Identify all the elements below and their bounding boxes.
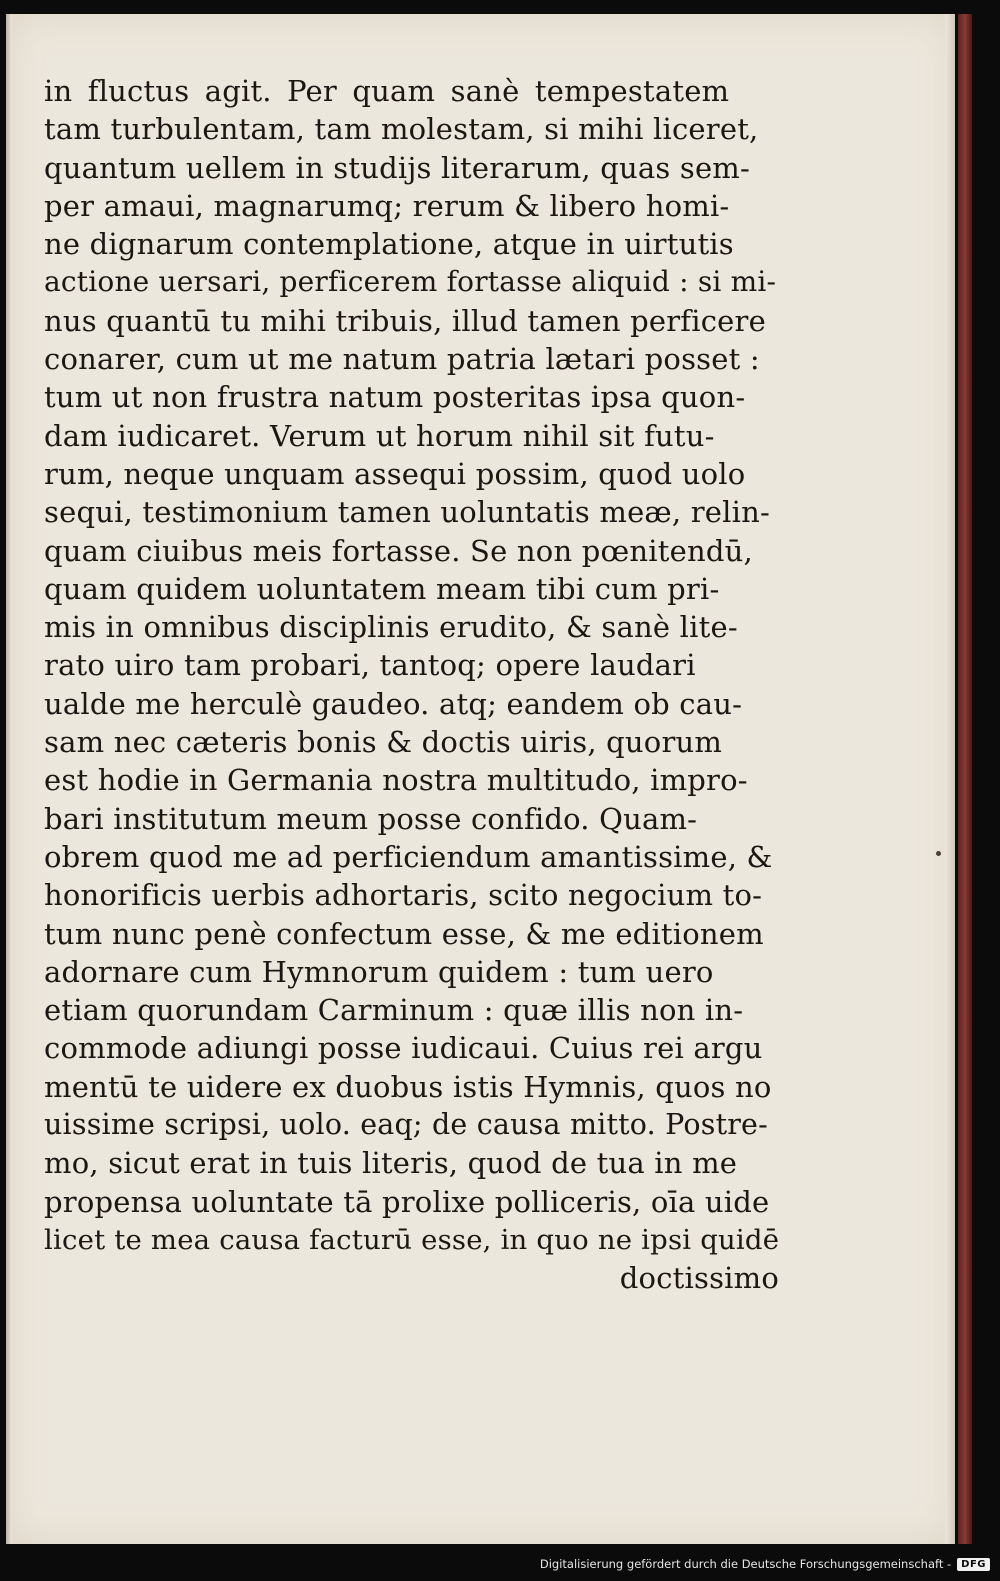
text-line: uissime scripsi, uolo. eaq; de causa mitto. Postre-: [44, 1108, 768, 1142]
latin-text-block: [44, 72, 779, 1298]
text-line: honorificis uerbis adhortaris, scito negocium to-: [44, 878, 763, 913]
text-line: conarer, cum ut me natum patria lætari posset :: [44, 342, 760, 377]
text-line: actione uersari, perficerem fortasse aliquid : si mi-: [44, 265, 777, 299]
digitization-footer: [540, 1553, 990, 1575]
catchword: doctissimo: [619, 1261, 779, 1296]
text-line: tam turbulentam, tam molestam, si mihi liceret,: [44, 112, 759, 147]
dfg-logo: DFG: [957, 1558, 990, 1571]
text-line: quantum uellem in studijs literarum, quas sem-: [44, 150, 751, 185]
text-line: in fluctus agit. Per quam sanè tempestatem: [44, 74, 730, 108]
text-line: per amaui, magnarumq; rerum & libero homi-: [44, 188, 730, 223]
text-line: mentū te uidere ex duobus istis Hymnis, quos no: [44, 1069, 772, 1104]
funding-credit: Digitalisierung gefördert durch die Deutsche Forschungsgemeinschaft -: [539, 1557, 952, 1571]
text-line: quam ciuibus meis fortasse. Se non pœnitendū,: [44, 533, 753, 568]
text-line: quam quidem uoluntatem meam tibi cum pri-: [44, 571, 720, 606]
text-line: dam iudicaret. Verum ut horum nihil sit futu-: [44, 418, 715, 453]
page-blemish: [936, 851, 941, 856]
page-fore-edge: [945, 14, 955, 1544]
text-line: rum, neque unquam assequi possim, quod uolo: [44, 456, 746, 491]
text-line: adornare cum Hymnorum quidem : tum uero: [44, 954, 714, 989]
text-line: sequi, testimonium tamen uoluntatis meæ, relin-: [44, 495, 770, 530]
page-gutter-shadow: [6, 14, 12, 1544]
text-line: commode adiungi posse iudicaui. Cuius rei argu: [44, 1031, 763, 1066]
text-line: mis in omnibus disciplinis erudito, & sanè lite-: [44, 610, 738, 645]
text-line: nus quantū tu mihi tribuis, illud tamen perficere: [44, 303, 766, 338]
text-line: licet te mea causa facturū esse, in quo ne ipsi quidē: [44, 1223, 780, 1256]
text-line: mo, sicut erat in tuis literis, quod de tua in me: [44, 1146, 738, 1181]
text-line: est hodie in Germania nostra multitudo, impro-: [44, 763, 748, 798]
book-binding-edge: [958, 14, 972, 1544]
book-page: [6, 14, 955, 1544]
text-line: tum ut non frustra natum posteritas ipsa quon-: [44, 380, 746, 415]
text-line: rato uiro tam probari, tantoq; opere laudari: [44, 648, 696, 683]
text-line: ne dignarum contemplatione, atque in uirtutis: [44, 227, 734, 262]
text-line: ualde me herculè gaudeo. atq; eandem ob cau-: [44, 686, 743, 721]
text-line: tum nunc penè confectum esse, & me editionem: [44, 916, 764, 951]
text-line: bari institutum meum posse confido. Quam-: [44, 801, 698, 836]
text-line: sam nec cæteris bonis & doctis uiris, quorum: [44, 725, 723, 760]
text-line: propensa uoluntate tā prolixe polliceris, oīa uide: [44, 1184, 770, 1219]
text-line: obrem quod me ad perficiendum amantissime, &: [44, 839, 773, 874]
text-line: etiam quorundam Carminum : quæ illis non in-: [44, 993, 744, 1028]
